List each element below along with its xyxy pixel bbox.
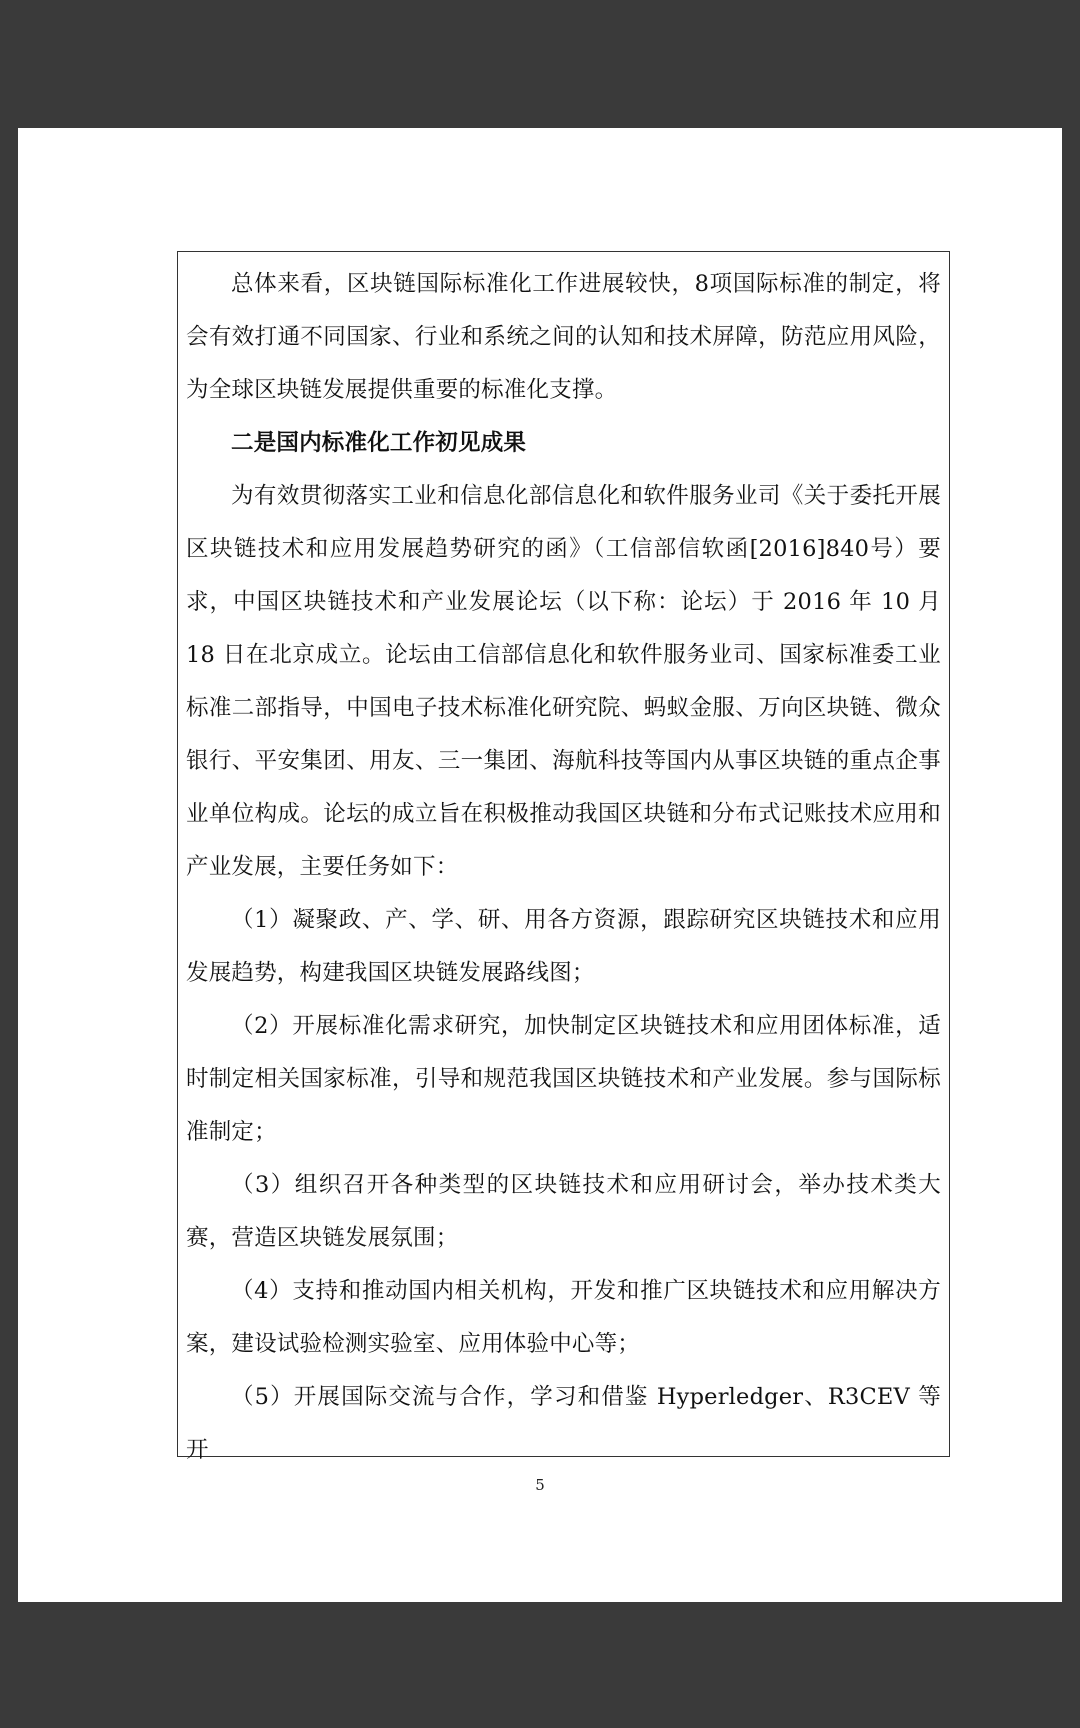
paragraph-summary: 总体来看，区块链国际标准化工作进展较快，8项国际标准的制定，将会有效打通不同国家、行业和系统之间的认知和技术屏障，防范应用风险，为全球区块链发展提供重要的标准化支撑。 xyxy=(186,271,941,403)
section-heading: 二是国内标准化工作初见成果 xyxy=(231,430,527,456)
text-body xyxy=(186,258,941,1477)
text-frame xyxy=(177,251,950,1463)
task-item-5: （5）开展国际交流与合作，学习和借鉴 Hyperledger、R3CEV 等开 xyxy=(186,1384,941,1463)
document-page xyxy=(18,128,1062,1602)
task-item-1: （1）凝聚政、产、学、研、用各方资源，跟踪研究区块链技术和应用发展趋势，构建我国区块链发展路线图； xyxy=(186,907,941,986)
task-item-4: （4）支持和推动国内相关机构，开发和推广区块链技术和应用解决方案，建设试验检测实验室、应用体验中心等； xyxy=(186,1278,941,1357)
page-number: 5 xyxy=(535,1476,545,1494)
task-item-2: （2）开展标准化需求研究，加快制定区块链技术和应用团体标准，适时制定相关国家标准，引导和规范我国区块链技术和产业发展。参与国际标准制定； xyxy=(186,1013,941,1145)
task-item-3: （3）组织召开各种类型的区块链技术和应用研讨会，举办技术类大赛，营造区块链发展氛围； xyxy=(186,1172,941,1251)
paragraph-forum: 为有效贯彻落实工业和信息化部信息化和软件服务业司《关于委托开展区块链技术和应用发展趋势研究的函》（工信部信软函[2016]840号）要求，中国区块链技术和产业发展论坛（以下称：论坛）于 2016 年 10 月 18 日在北京成立。论坛由工信部信息化和软件服务业司、国家标准委工业标准二部指导，中国电子技术标准化研究院、蚂蚁金服、万向区块链、微众银行、平安集团、用友、三一集团、海航科技等国内从事区块链的重点企事业单位构成。论坛的成立旨在积极推动我国区块链和分布式记账技术应用和产业发展，主要任务如下： xyxy=(186,483,941,880)
